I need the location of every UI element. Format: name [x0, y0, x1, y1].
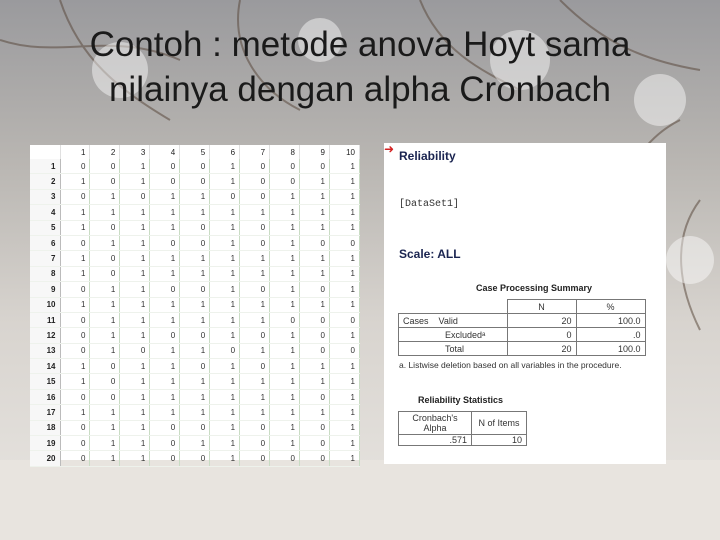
rs-col-alpha-line2: Alpha [423, 423, 447, 433]
grid-cell[interactable]: 1 [329, 451, 359, 466]
grid-cell[interactable]: 1 [270, 282, 300, 297]
grid-column-header[interactable]: 8 [270, 145, 300, 159]
grid-cell[interactable]: 1 [120, 436, 150, 451]
scale-heading: Scale: ALL [399, 247, 461, 261]
grid-row-header[interactable]: 16 [30, 389, 60, 404]
rs-items-value: 10 [472, 435, 527, 446]
grid-cell[interactable]: 1 [240, 312, 270, 327]
grid-cell[interactable]: 1 [270, 405, 300, 420]
grid-cell[interactable]: 0 [90, 251, 120, 266]
grid-cell[interactable]: 1 [329, 420, 359, 435]
grid-cell[interactable]: 1 [180, 266, 210, 281]
grid-cell[interactable]: 0 [300, 343, 330, 358]
grid-cell[interactable]: 1 [270, 328, 300, 343]
grid-cell[interactable]: 1 [240, 343, 270, 358]
arrow-icon: ➜ [384, 142, 395, 156]
grid-cell[interactable]: 1 [90, 405, 120, 420]
grid-row-header[interactable]: 14 [30, 359, 60, 374]
grid-row-header[interactable]: 7 [30, 251, 60, 266]
grid-column-header[interactable]: 6 [210, 145, 240, 159]
grid-cell[interactable]: 0 [180, 328, 210, 343]
grid-row-header[interactable]: 2 [30, 174, 60, 189]
grid-cell[interactable]: 1 [270, 266, 300, 281]
grid-cell[interactable]: 0 [240, 420, 270, 435]
grid-cell[interactable]: 0 [240, 359, 270, 374]
grid-row-header[interactable]: 19 [30, 436, 60, 451]
grid-cell[interactable]: 1 [150, 405, 180, 420]
grid-cell[interactable]: 0 [90, 359, 120, 374]
cps-pct: 100.0 [576, 342, 645, 356]
grid-cell[interactable]: 0 [90, 266, 120, 281]
grid-cell[interactable]: 0 [300, 436, 330, 451]
grid-cell[interactable]: 0 [240, 220, 270, 235]
grid-column-header[interactable]: 3 [120, 145, 150, 159]
grid-cell[interactable]: 0 [180, 420, 210, 435]
grid-row-header[interactable]: 8 [30, 266, 60, 281]
grid-cell[interactable]: 0 [270, 451, 300, 466]
grid-row [30, 451, 360, 466]
grid-cell[interactable]: 1 [300, 189, 330, 204]
grid-cell[interactable]: 1 [270, 251, 300, 266]
grid-cell[interactable]: 0 [329, 235, 359, 250]
grid-cell[interactable]: 1 [300, 266, 330, 281]
grid-cell[interactable]: 1 [210, 220, 240, 235]
grid-cell[interactable]: 0 [150, 451, 180, 466]
grid-cell[interactable]: 1 [90, 189, 120, 204]
cps-label: Excludedᵃ [399, 328, 508, 342]
grid-cell[interactable]: 0 [60, 312, 90, 327]
cps-label: Valid [438, 315, 458, 326]
grid-row [30, 297, 360, 312]
grid-cell[interactable]: 1 [210, 282, 240, 297]
grid-cell[interactable]: 1 [270, 297, 300, 312]
grid-cell[interactable]: 1 [120, 328, 150, 343]
grid-cell[interactable]: 1 [210, 174, 240, 189]
grid-cell[interactable]: 0 [300, 159, 330, 174]
grid-cell[interactable]: 0 [300, 312, 330, 327]
grid-cell[interactable]: 0 [300, 282, 330, 297]
grid-cell[interactable]: 1 [150, 343, 180, 358]
grid-row [30, 174, 360, 189]
grid-cell[interactable]: 1 [60, 251, 90, 266]
cps-row-valid [399, 314, 646, 328]
grid-cell[interactable]: 1 [60, 359, 90, 374]
grid-cell[interactable]: 0 [180, 282, 210, 297]
grid-cell[interactable]: 1 [60, 205, 90, 220]
grid-cell[interactable]: 0 [90, 174, 120, 189]
grid-cell[interactable]: 1 [180, 189, 210, 204]
grid-cell[interactable]: 1 [90, 235, 120, 250]
grid-cell[interactable]: 0 [60, 420, 90, 435]
listwise-note: a. Listwise deletion based on all variables in the procedure. [399, 360, 622, 370]
grid-cell[interactable]: 0 [60, 451, 90, 466]
grid-cell[interactable]: 0 [150, 420, 180, 435]
grid-row-header[interactable]: 10 [30, 297, 60, 312]
grid-cell[interactable]: 0 [60, 328, 90, 343]
grid-cell[interactable]: 1 [180, 251, 210, 266]
grid-cell[interactable]: 1 [90, 312, 120, 327]
grid-cell[interactable]: 0 [240, 282, 270, 297]
grid-cell[interactable]: 1 [210, 159, 240, 174]
grid-row-header[interactable]: 11 [30, 312, 60, 327]
grid-cell[interactable]: 1 [329, 374, 359, 389]
cps-label: Total [399, 342, 508, 356]
grid-cell[interactable]: 1 [90, 205, 120, 220]
grid-cell[interactable]: 1 [150, 266, 180, 281]
grid-cell[interactable]: 1 [329, 159, 359, 174]
grid-row [30, 328, 360, 343]
grid-column-header[interactable]: 5 [180, 145, 210, 159]
grid-cell[interactable]: 1 [270, 420, 300, 435]
grid-cell[interactable]: 1 [90, 420, 120, 435]
data-grid-panel [30, 145, 360, 464]
grid-cell[interactable]: 1 [329, 266, 359, 281]
grid-cell[interactable]: 1 [329, 297, 359, 312]
grid-cell[interactable]: 0 [240, 436, 270, 451]
grid-cell[interactable]: 0 [60, 189, 90, 204]
reliability-heading: Reliability [399, 149, 456, 163]
grid-cell[interactable]: 0 [90, 220, 120, 235]
grid-cell[interactable]: 1 [210, 436, 240, 451]
grid-cell[interactable]: 1 [329, 189, 359, 204]
cps-header-row [399, 300, 646, 314]
rs-col-items: N of Items [472, 412, 527, 435]
grid-cell[interactable]: 1 [120, 389, 150, 404]
grid-column-header[interactable]: 10 [329, 145, 359, 159]
grid-cell[interactable]: 1 [60, 374, 90, 389]
grid-cell[interactable]: 1 [150, 359, 180, 374]
grid-cell[interactable]: 1 [329, 220, 359, 235]
grid-cell[interactable]: 0 [60, 389, 90, 404]
grid-cell[interactable]: 0 [270, 174, 300, 189]
grid-cell[interactable]: 1 [120, 220, 150, 235]
grid-row [30, 266, 360, 281]
cps-row-excluded [399, 328, 646, 342]
grid-row [30, 405, 360, 420]
grid-row [30, 251, 360, 266]
grid-cell[interactable]: 1 [270, 389, 300, 404]
grid-header-row [30, 145, 360, 159]
grid-cell[interactable]: 1 [120, 174, 150, 189]
grid-row-header[interactable]: 6 [30, 235, 60, 250]
grid-cell[interactable]: 1 [240, 266, 270, 281]
reliability-statistics-title: Reliability Statistics [418, 395, 504, 405]
grid-cell[interactable]: 1 [120, 251, 150, 266]
grid-row [30, 205, 360, 220]
grid-cell[interactable]: 1 [300, 359, 330, 374]
grid-cell[interactable]: 1 [210, 205, 240, 220]
grid-cell[interactable]: 1 [60, 220, 90, 235]
grid-column-header[interactable]: 1 [60, 145, 90, 159]
grid-cell[interactable]: 1 [90, 297, 120, 312]
grid-row [30, 343, 360, 358]
rs-col-alpha [399, 412, 472, 435]
grid-cell[interactable]: 0 [180, 174, 210, 189]
slide-title [20, 22, 700, 112]
grid-row-header[interactable]: 4 [30, 205, 60, 220]
grid-cell[interactable]: 1 [90, 343, 120, 358]
grid-row-header[interactable]: 1 [30, 159, 60, 174]
grid-cell[interactable]: 1 [300, 405, 330, 420]
grid-cell[interactable]: 0 [60, 343, 90, 358]
grid-cell[interactable]: 1 [120, 405, 150, 420]
grid-cell[interactable]: 1 [150, 297, 180, 312]
grid-cell[interactable]: 1 [210, 451, 240, 466]
grid-cell[interactable]: 1 [120, 420, 150, 435]
grid-cell[interactable]: 1 [329, 282, 359, 297]
grid-cell[interactable]: 0 [329, 312, 359, 327]
grid-cell[interactable]: 1 [240, 405, 270, 420]
grid-cell[interactable]: 1 [329, 389, 359, 404]
grid-cell[interactable]: 1 [120, 159, 150, 174]
grid-cell[interactable]: 0 [180, 235, 210, 250]
grid-row [30, 235, 360, 250]
grid-cell[interactable]: 1 [60, 297, 90, 312]
grid-cell[interactable]: 1 [210, 328, 240, 343]
grid-cell[interactable]: 1 [270, 189, 300, 204]
grid-cell[interactable]: 0 [240, 189, 270, 204]
grid-cell[interactable]: 1 [210, 297, 240, 312]
grid-cell[interactable]: 0 [150, 235, 180, 250]
grid-cell[interactable]: 1 [210, 251, 240, 266]
grid-cell[interactable]: 1 [150, 389, 180, 404]
grid-cell[interactable]: 1 [329, 174, 359, 189]
spss-output-panel [384, 143, 666, 464]
grid-cell[interactable]: 0 [60, 235, 90, 250]
dataset-label: [DataSet1] [399, 199, 460, 210]
grid-row [30, 312, 360, 327]
cps-row-total [399, 342, 646, 356]
grid-cell[interactable]: 1 [120, 205, 150, 220]
grid-cell[interactable]: 1 [180, 405, 210, 420]
grid-cell[interactable]: 1 [150, 205, 180, 220]
grid-cell[interactable]: 0 [300, 235, 330, 250]
grid-column-header[interactable]: 2 [90, 145, 120, 159]
cps-n: 20 [507, 314, 576, 328]
grid-cell[interactable]: 0 [240, 451, 270, 466]
grid-cell[interactable]: 0 [60, 282, 90, 297]
grid-cell[interactable]: 1 [60, 266, 90, 281]
grid-cell[interactable]: 1 [150, 189, 180, 204]
grid-cell[interactable]: 1 [240, 374, 270, 389]
grid-cell[interactable]: 1 [150, 374, 180, 389]
grid-cell[interactable]: 0 [90, 389, 120, 404]
grid-cell[interactable]: 1 [120, 235, 150, 250]
grid-cell[interactable]: 1 [180, 436, 210, 451]
grid-row [30, 359, 360, 374]
grid-cell[interactable]: 1 [180, 312, 210, 327]
grid-cell[interactable]: 1 [270, 374, 300, 389]
rs-alpha-value: .571 [399, 435, 472, 446]
grid-cell[interactable]: 1 [180, 297, 210, 312]
grid-cell[interactable]: 0 [60, 159, 90, 174]
grid-cell[interactable]: 1 [90, 328, 120, 343]
grid-cell[interactable]: 0 [120, 189, 150, 204]
cps-col-n: N [507, 300, 576, 314]
grid-cell[interactable]: 1 [120, 266, 150, 281]
case-processing-table [398, 299, 646, 356]
grid-cell[interactable]: 0 [300, 389, 330, 404]
grid-cell[interactable]: 1 [90, 451, 120, 466]
grid-row-header[interactable]: 13 [30, 343, 60, 358]
grid-cell[interactable]: 0 [300, 451, 330, 466]
title-line-1: Contoh : metode anova Hoyt sama [89, 25, 631, 64]
grid-cell[interactable]: 1 [120, 359, 150, 374]
grid-column-header[interactable]: 4 [150, 145, 180, 159]
grid-cell[interactable]: 1 [240, 389, 270, 404]
cps-group-label: Cases [403, 315, 429, 326]
grid-cell[interactable]: 1 [210, 266, 240, 281]
grid-cell[interactable]: 0 [150, 282, 180, 297]
grid-cell[interactable]: 0 [150, 436, 180, 451]
grid-cell[interactable]: 1 [300, 205, 330, 220]
cps-n: 0 [507, 328, 576, 342]
rs-value-row [399, 435, 527, 446]
grid-cell[interactable]: 1 [180, 389, 210, 404]
grid-corner [30, 145, 60, 159]
grid-cell[interactable]: 1 [150, 251, 180, 266]
grid-cell[interactable]: 0 [150, 159, 180, 174]
grid-cell[interactable]: 1 [210, 389, 240, 404]
reliability-statistics-table [398, 411, 527, 446]
grid-cell[interactable]: 0 [120, 343, 150, 358]
grid-cell[interactable]: 0 [240, 235, 270, 250]
grid-cell[interactable]: 1 [329, 405, 359, 420]
grid-cell[interactable]: 0 [300, 328, 330, 343]
rs-col-alpha-line1: Cronbach's [412, 413, 458, 423]
grid-cell[interactable]: 1 [300, 251, 330, 266]
grid-cell[interactable]: 0 [210, 189, 240, 204]
grid-cell[interactable]: 1 [210, 374, 240, 389]
cps-pct: 100.0 [576, 314, 645, 328]
grid-cell[interactable]: 1 [120, 451, 150, 466]
grid-row [30, 389, 360, 404]
grid-cell[interactable]: 1 [300, 374, 330, 389]
grid-cell[interactable]: 0 [240, 174, 270, 189]
grid-cell[interactable]: 0 [60, 436, 90, 451]
grid-cell[interactable]: 1 [270, 235, 300, 250]
grid-row [30, 282, 360, 297]
grid-column-header[interactable]: 9 [300, 145, 330, 159]
grid-cell[interactable]: 1 [329, 205, 359, 220]
grid-cell[interactable]: 1 [300, 220, 330, 235]
grid-cell[interactable]: 1 [120, 282, 150, 297]
grid-cell[interactable]: 0 [180, 451, 210, 466]
grid-cell[interactable]: 0 [150, 174, 180, 189]
grid-cell[interactable]: 1 [90, 282, 120, 297]
grid-cell[interactable]: 1 [270, 220, 300, 235]
grid-cell[interactable]: 1 [240, 251, 270, 266]
grid-cell[interactable]: 0 [300, 420, 330, 435]
grid-cell[interactable]: 1 [150, 220, 180, 235]
grid-cell[interactable]: 1 [300, 297, 330, 312]
grid-cell[interactable]: 1 [270, 205, 300, 220]
grid-cell[interactable]: 0 [150, 328, 180, 343]
grid-cell[interactable]: 1 [90, 436, 120, 451]
grid-cell[interactable]: 1 [120, 374, 150, 389]
grid-cell[interactable]: 0 [240, 159, 270, 174]
grid-cell[interactable]: 1 [270, 343, 300, 358]
grid-row [30, 436, 360, 451]
grid-cell[interactable]: 1 [210, 235, 240, 250]
grid-row [30, 220, 360, 235]
grid-cell[interactable]: 1 [180, 343, 210, 358]
grid-cell[interactable]: 1 [210, 359, 240, 374]
grid-row-header[interactable]: 12 [30, 328, 60, 343]
case-processing-title: Case Processing Summary [476, 283, 593, 293]
grid-cell[interactable]: 1 [329, 328, 359, 343]
grid-cell[interactable]: 1 [329, 251, 359, 266]
grid-cell[interactable]: 1 [270, 359, 300, 374]
grid-cell[interactable]: 0 [90, 374, 120, 389]
grid-cell[interactable]: 1 [240, 297, 270, 312]
grid-cell[interactable]: 0 [240, 328, 270, 343]
grid-row-header[interactable]: 9 [30, 282, 60, 297]
rs-header-row [399, 412, 527, 435]
grid-row-header[interactable]: 18 [30, 420, 60, 435]
grid-cell[interactable]: 0 [180, 159, 210, 174]
grid-cell[interactable]: 0 [270, 312, 300, 327]
cps-n: 20 [507, 342, 576, 356]
grid-cell[interactable]: 1 [180, 205, 210, 220]
grid-cell[interactable]: 0 [329, 343, 359, 358]
data-grid [30, 145, 360, 467]
grid-row [30, 159, 360, 174]
grid-row-header[interactable]: 17 [30, 405, 60, 420]
grid-cell[interactable]: 1 [150, 312, 180, 327]
grid-cell[interactable]: 1 [120, 297, 150, 312]
grid-column-header[interactable]: 7 [240, 145, 270, 159]
cps-pct: .0 [576, 328, 645, 342]
grid-cell[interactable]: 1 [120, 312, 150, 327]
grid-cell[interactable]: 1 [329, 436, 359, 451]
grid-row [30, 374, 360, 389]
grid-cell[interactable]: 1 [329, 359, 359, 374]
grid-cell[interactable]: 1 [240, 205, 270, 220]
title-line-2: nilainya dengan alpha Cronbach [108, 70, 612, 109]
grid-row [30, 189, 360, 204]
grid-row-header[interactable]: 15 [30, 374, 60, 389]
grid-cell[interactable]: 0 [180, 220, 210, 235]
grid-cell[interactable]: 1 [210, 405, 240, 420]
grid-cell[interactable]: 1 [300, 174, 330, 189]
cps-col-pct: % [576, 300, 645, 314]
grid-cell[interactable]: 1 [60, 174, 90, 189]
grid-cell[interactable]: 0 [210, 343, 240, 358]
grid-cell[interactable]: 1 [210, 312, 240, 327]
grid-cell[interactable]: 1 [270, 436, 300, 451]
grid-row-header[interactable]: 3 [30, 189, 60, 204]
grid-cell[interactable]: 1 [210, 420, 240, 435]
grid-cell[interactable]: 0 [180, 359, 210, 374]
grid-cell[interactable]: 0 [90, 159, 120, 174]
grid-cell[interactable]: 1 [60, 405, 90, 420]
grid-row-header[interactable]: 20 [30, 451, 60, 466]
grid-row-header[interactable]: 5 [30, 220, 60, 235]
grid-cell[interactable]: 1 [180, 374, 210, 389]
grid-cell[interactable]: 0 [270, 159, 300, 174]
grid-row [30, 420, 360, 435]
